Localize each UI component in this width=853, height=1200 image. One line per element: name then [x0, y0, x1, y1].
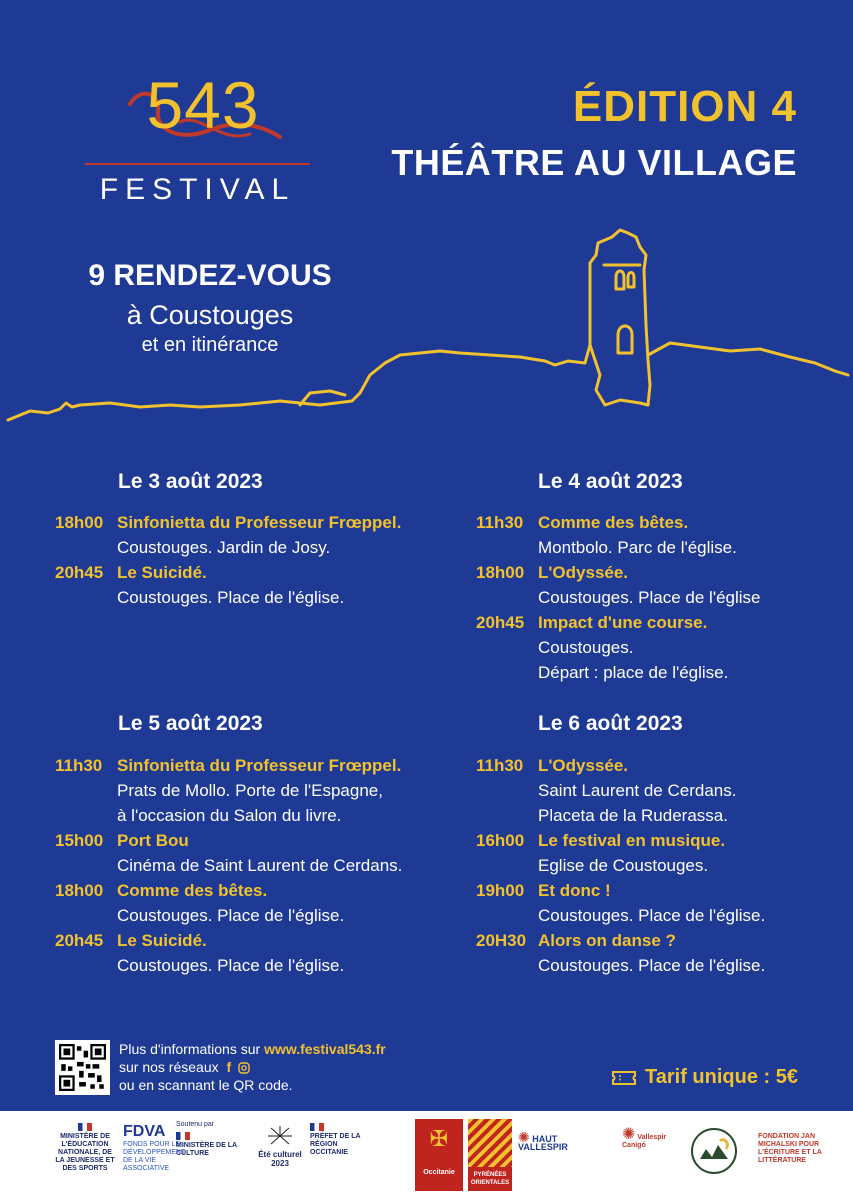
event-title: Sinfonietta du Professeur Frœppel.	[117, 513, 402, 532]
event-title: L'Odyssée.	[538, 563, 629, 582]
event-title: Comme des bêtes.	[117, 881, 268, 900]
partner-vallespir-canigo: ✺ Vallespir Canigó	[622, 1126, 667, 1149]
marianne-flag-icon	[176, 1132, 190, 1140]
event-venue: à l'occasion du Salon du livre.	[117, 806, 342, 825]
event-title: Et donc !	[538, 881, 611, 900]
partner-prefet: PRÉFET DE LA RÉGION OCCITANIE	[310, 1123, 362, 1157]
partner-ministry-culture: Soutenu par MINISTÈRE DE LA CULTURE	[176, 1121, 237, 1157]
partner-haut-vallespir: ✺ HAUT VALLESPIR	[518, 1129, 568, 1152]
event-venue: Coustouges. Place de l'église.	[117, 956, 345, 975]
event-time: 20h45	[476, 613, 525, 632]
tarif-label: Tarif unique : 5€	[645, 1066, 798, 1088]
event-venue: Coustouges. Jardin de Josy.	[117, 538, 331, 557]
event-venue: Montbolo. Parc de l'église.	[538, 538, 737, 557]
hands-logo-icon: ✺	[622, 1126, 636, 1143]
partner-pyrenees-orientales: PYRÉNÉES ORIENTALES	[468, 1119, 512, 1191]
partner-fdva: FDVA FONDS POUR LE DÉVELOPPEMENT DE LA VIE ASSOCIATIVE	[123, 1123, 186, 1172]
event-time: 11h30	[476, 756, 524, 775]
marianne-flag-icon	[310, 1123, 324, 1131]
hands-logo-icon: ✺	[518, 1129, 530, 1145]
castle-circle-icon	[684, 1127, 744, 1175]
event-time: 15h00	[55, 831, 104, 850]
edition-title: ÉDITION 4	[572, 82, 797, 131]
edition-subtitle: THÉÂTRE AU VILLAGE	[391, 142, 797, 183]
partner-circle-logo	[684, 1127, 746, 1175]
partners-strip	[0, 1111, 853, 1200]
event-time: 18h00	[55, 513, 104, 532]
event-venue: Placeta de la Ruderassa.	[538, 806, 728, 825]
rendezvous-title: 9 RENDEZ-VOUS	[88, 259, 332, 292]
info-line-2	[119, 1058, 386, 1076]
event-title: Le Suicidé.	[117, 563, 207, 582]
occitan-cross-icon: ✠	[429, 1126, 449, 1151]
sunburst-icon	[267, 1125, 293, 1147]
partner-occitanie: ✠ Occitanie	[415, 1119, 463, 1191]
event-time: 20h45	[55, 931, 104, 950]
info-block	[119, 1040, 386, 1094]
logo-word: FESTIVAL	[99, 173, 296, 206]
event-title: Comme des bêtes.	[538, 513, 689, 532]
website-link[interactable]: www.festival543.fr	[264, 1041, 386, 1057]
facebook-icon[interactable]: f	[226, 1059, 232, 1075]
event-time: 11h30	[55, 756, 103, 775]
event-title: Port Bou	[117, 831, 189, 850]
event-time: 18h00	[55, 881, 104, 900]
event-venue: Coustouges. Place de l'église.	[538, 956, 766, 975]
day-title: Le 5 août 2023	[118, 712, 263, 735]
event-title: Sinfonietta du Professeur Frœppel.	[117, 756, 402, 775]
instagram-icon[interactable]	[238, 1062, 250, 1074]
event-venue: Coustouges.	[538, 638, 634, 657]
day-title: Le 6 août 2023	[538, 712, 683, 735]
event-venue: Coustouges. Place de l'église.	[538, 906, 766, 925]
partner-ministry-education: MINISTÈRE DE L'ÉDUCATION NATIONALE, DE LA JEUNESSE ET DES SPORTS	[55, 1123, 115, 1173]
event-venue: Eglise de Coustouges.	[538, 856, 709, 875]
event-title: L'Odyssée.	[538, 756, 629, 775]
rendezvous-sub: et en itinérance	[141, 334, 279, 356]
event-time: 11h30	[476, 513, 524, 532]
day-title: Le 3 août 2023	[118, 470, 263, 493]
info-prefix: Plus d'informations sur	[119, 1041, 265, 1057]
event-time: 18h00	[476, 563, 525, 582]
tarif	[611, 1066, 798, 1089]
event-venue: Cinéma de Saint Laurent de Cerdans.	[117, 856, 403, 875]
info-line-3: ou en scannant le QR code.	[119, 1077, 293, 1093]
event-venue: Coustouges. Place de l'église.	[117, 906, 345, 925]
event-time: 19h00	[476, 881, 525, 900]
catalan-stripes-icon	[468, 1119, 512, 1167]
event-venue: Prats de Mollo. Porte de l'Espagne,	[117, 781, 383, 800]
event-title: Le festival en musique.	[538, 831, 726, 850]
qr-code[interactable]	[55, 1040, 110, 1095]
info-socials: sur nos réseaux	[119, 1059, 219, 1075]
ticket-icon	[611, 1070, 637, 1086]
event-time: 20H30	[476, 931, 527, 950]
qr-code-icon	[59, 1044, 106, 1091]
event-venue: Coustouges. Place de l'église.	[117, 588, 345, 607]
event-title: Impact d'une course.	[538, 613, 708, 632]
info-line-1	[119, 1040, 386, 1058]
partner-fondation-jan-michalski: FONDATION JAN MICHALSKI POUR L'ÉCRITURE ET LA LITTÉRATURE	[758, 1133, 822, 1164]
event-time: 16h00	[476, 831, 525, 850]
day-title: Le 4 août 2023	[538, 470, 683, 493]
partner-ete-culturel: Été culturel 2023	[257, 1125, 303, 1168]
event-title: Le Suicidé.	[117, 931, 207, 950]
event-venue: Saint Laurent de Cerdans.	[538, 781, 737, 800]
marianne-flag-icon	[78, 1123, 92, 1131]
rendezvous-block	[60, 258, 360, 358]
logo-divider	[85, 163, 310, 165]
logo-number: 543	[146, 68, 260, 142]
event-venue: Coustouges. Place de l'église	[538, 588, 761, 607]
festival-logo	[80, 70, 315, 210]
event-venue: Départ : place de l'église.	[538, 663, 729, 682]
event-title: Alors on danse ?	[538, 931, 676, 950]
rendezvous-place: à Coustouges	[126, 300, 294, 330]
event-time: 20h45	[55, 563, 104, 582]
